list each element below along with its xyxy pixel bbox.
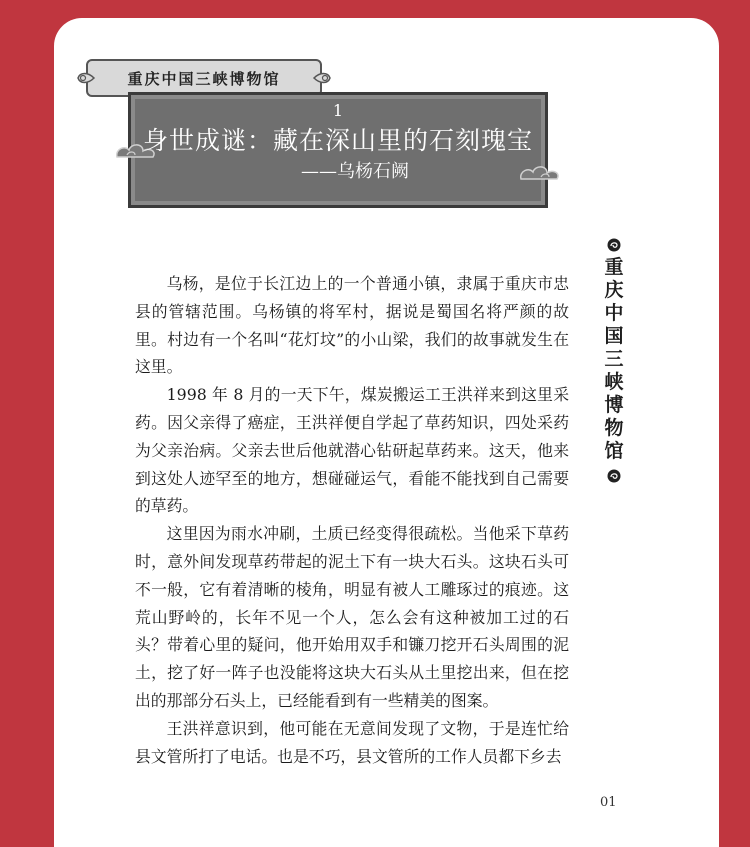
vertical-running-title [604,236,624,487]
side-title-char: 重 [604,256,624,278]
paragraph: 这里因为雨水冲刷，土质已经变得很疏松。当他采下草药时，意外间发现草药带起的泥土下有一块大石头。这块石头可不一般，它有着清晰的棱角，明显有被人工雕琢过的痕迹。这荒山野岭的，长年不见一个人，怎么会有这种被加工过的石头？带着心里的疑问，他开始用双手和镰刀挖开石头周围的泥土，挖了好一阵子也没能将这块大石头从土里挖出来，但在挖出的那部分石头上，已经能看到有一些精美的图案。 [135,524,569,710]
side-title-char: 峡 [604,371,624,393]
cloud-ornament-icon [74,70,96,86]
cloud-ornament-icon [312,70,334,86]
chapter-title: 身世成谜：藏在深山里的石刻瑰宝 [142,126,533,155]
side-title-char: 国 [604,325,624,347]
chapter-title-box [128,92,548,208]
side-title-char: 中 [604,302,624,324]
paragraph: 1998 年 8 月的一天下午，煤炭搬运工王洪祥来到这里采药。因父亲得了癌症，王洪祥便自学起了草药知识，四处采药为父亲治病。父亲去世后他就潜心钻研起草药来。这天，他来到这处人迹罕至的地方，想碰碰运气，看能不能找到自己需要的草药。 [135,385,569,516]
seal-ornament-icon [607,238,621,252]
header-label: 重庆中国三峡博物馆 [127,69,281,88]
paragraph: 乌杨，是位于长江边上的一个普通小镇，隶属于重庆市忠县的管辖范围。乌杨镇的将军村，据说是蜀国名将严颜的故里。村边有一个名叫“花灯坟”的小山梁，我们的故事就发生在这里。 [135,274,569,377]
side-title-char: 物 [604,417,624,439]
page-number: 01 [600,795,617,810]
side-title-char: 馆 [604,440,624,462]
paragraph: 王洪祥意识到，他可能在无意间发现了文物，于是连忙给县文管所打了电话。也是不巧，县文管所的工作人员都下乡去 [135,718,569,766]
side-title-char: 庆 [604,279,624,301]
chapter-number: 1 [332,101,344,120]
side-title-char: 三 [604,348,624,370]
cloud-ornament-icon [517,161,563,183]
body-text [135,270,569,770]
chapter-subtitle: ——乌杨石阙 [301,161,409,182]
seal-ornament-icon [607,469,621,483]
side-title-char: 博 [604,394,624,416]
